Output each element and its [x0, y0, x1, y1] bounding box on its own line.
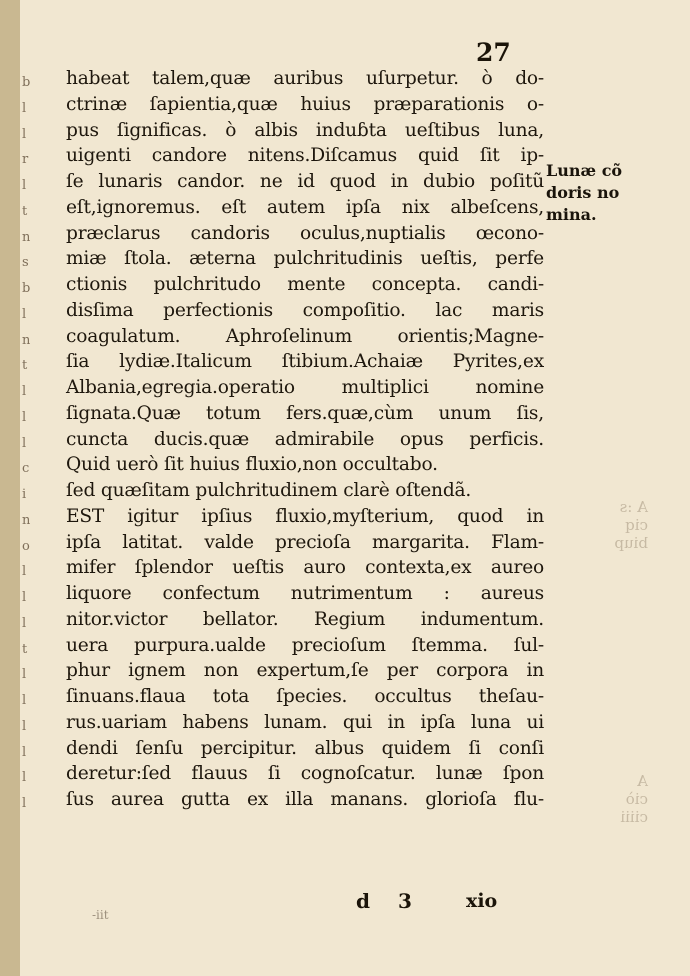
text-line: ſia lydiæ.Italicum ſtibium.Achaiæ Pyrites,ex [66, 351, 544, 373]
bleed-through-glyph: l [22, 409, 27, 425]
text-line: ſinuans.flaua tota ſpecies. occultus theſau- [66, 686, 544, 707]
text-line: uera purpura.ualde precioſum ſtemma. ſul- [66, 634, 544, 656]
showthrough-upper [548, 498, 648, 552]
showthrough-text: biup [614, 534, 648, 552]
text-line: ctrinæ ſapientia,quæ huius præparationis o- [66, 93, 544, 115]
showthrough-text: A [637, 772, 648, 790]
bleed-through-glyph: n [22, 229, 31, 245]
text-line: nitor.victor bellator. Regium indumentum. [66, 608, 544, 630]
bleed-through-glyph: l [22, 564, 27, 580]
text-line: Quid uerò ſit huius fluxio,non occultabo. [66, 454, 438, 476]
bleed-through-glyph: n [22, 332, 31, 348]
showthrough-text: ciq [625, 516, 648, 534]
bleed-through-glyph: c [22, 461, 30, 477]
margin-note-line: mina. [546, 205, 597, 224]
text-line: rus.uariam habens lunam. qui in ipſa luna ui [66, 711, 544, 733]
main-text-block [66, 66, 544, 813]
signature-mark-letter: d [356, 889, 370, 913]
bleed-through-glyph: l [22, 100, 27, 116]
ink-smudge: -iit [92, 908, 109, 922]
text-line: EST igitur ipſius fluxio,myſterium, quod in [66, 505, 544, 527]
text-line: præclarus candoris oculus,nuptialis œcono- [66, 222, 544, 244]
bleed-through-glyph: l [22, 667, 27, 683]
bleed-through-glyph: l [22, 796, 27, 811]
bleed-through-glyph: i [22, 487, 27, 502]
bleed-through-glyph: l [22, 435, 27, 451]
text-line: ſed quæſitam pulchritudinem clarè oſtendã. [66, 480, 472, 501]
showthrough-lower [548, 772, 648, 826]
text-line: miæ ſtola. æterna pulchritudinis ueſtis, perfe [66, 248, 544, 270]
text-line: ſus aurea gutta ex illa manans. glorioſa flu- [66, 789, 544, 810]
bleed-through-glyph: t [22, 203, 28, 219]
bleed-through-glyph: n [22, 512, 31, 528]
bleed-through-glyph: b [22, 75, 31, 90]
margin-note-line: doris no [546, 183, 620, 202]
page-number: 27 [476, 38, 511, 67]
bleed-through-glyph: l [22, 178, 27, 193]
bleed-through-glyph: l [22, 306, 27, 322]
page-gutter [0, 0, 20, 976]
catchword: xio [466, 890, 498, 912]
margin-note-line: Lunæ cõ [546, 161, 623, 180]
text-line: pus ſignificas. ò albis induɓta ueſtibus luna, [66, 119, 544, 141]
text-line: liquore confectum nutrimentum : aureus [66, 583, 544, 604]
text-line: ctionis pulchritudo mente concepta. candi- [66, 274, 544, 295]
text-line: Albania,egregia.operatio multiplici nomine [66, 377, 544, 398]
bleed-through-glyph: t [22, 641, 28, 657]
text-line: ipſa latitat. valde precioſa margarita. Flam- [66, 531, 544, 553]
margin-note [546, 160, 636, 226]
bleed-through-glyph: l [22, 126, 27, 142]
bleed-through-glyph: l [22, 744, 27, 760]
bleed-through-glyph: l [22, 590, 27, 605]
text-line: uigenti candore nitens.Diſcamus quid ſit ip- [66, 145, 544, 167]
signature-mark-number: 3 [398, 889, 412, 913]
showthrough-text: ciiii [620, 808, 648, 826]
text-line: disſima perfectionis compoſitio. lac maris [66, 299, 544, 321]
bleed-through-glyph: l [22, 693, 27, 708]
text-line: cuncta ducis.quæ admirabile opus perficis. [66, 428, 544, 450]
text-line: eſt,ignoremus. eſt autem ipſa nix albeſcens, [66, 196, 544, 218]
bleed-through-glyph: s [22, 255, 29, 271]
text-line: phur ignem non expertum,ſe per corpora in [66, 660, 544, 682]
bleed-through-glyph: o [22, 538, 30, 554]
bleed-through-glyph: r [22, 152, 29, 168]
showthrough-text: A :s [619, 498, 648, 516]
bleed-through-glyph: l [22, 384, 27, 399]
text-line: ſe lunaris candor. ne id quod in dubio poſitũ [66, 171, 544, 192]
text-line: ſignata.Quæ totum fers.quæ,cùm unum ſis, [66, 402, 544, 424]
text-line: mifer ſplendor ueſtis auro contexta,ex aureo [66, 557, 544, 579]
text-line: deretur:ſed flauus ſi cognoſcatur. lunæ ſpon [66, 763, 544, 785]
bleed-through-glyph: l [22, 718, 27, 734]
bleed-through-glyph: t [22, 358, 28, 374]
bleed-through-left-margin [22, 70, 38, 817]
text-line: dendi ſenſu percipitur. albus quidem ſi conſi [66, 737, 544, 759]
bleed-through-glyph: b [22, 281, 31, 296]
showthrough-text: ciò [625, 790, 648, 808]
bleed-through-glyph: l [22, 770, 27, 786]
text-line: habeat talem,quæ auribus uſurpetur. ò do- [66, 68, 544, 89]
text-line: coagulatum. Aphroſelinum orientis;Magne- [66, 325, 544, 347]
bleed-through-glyph: l [22, 615, 27, 631]
